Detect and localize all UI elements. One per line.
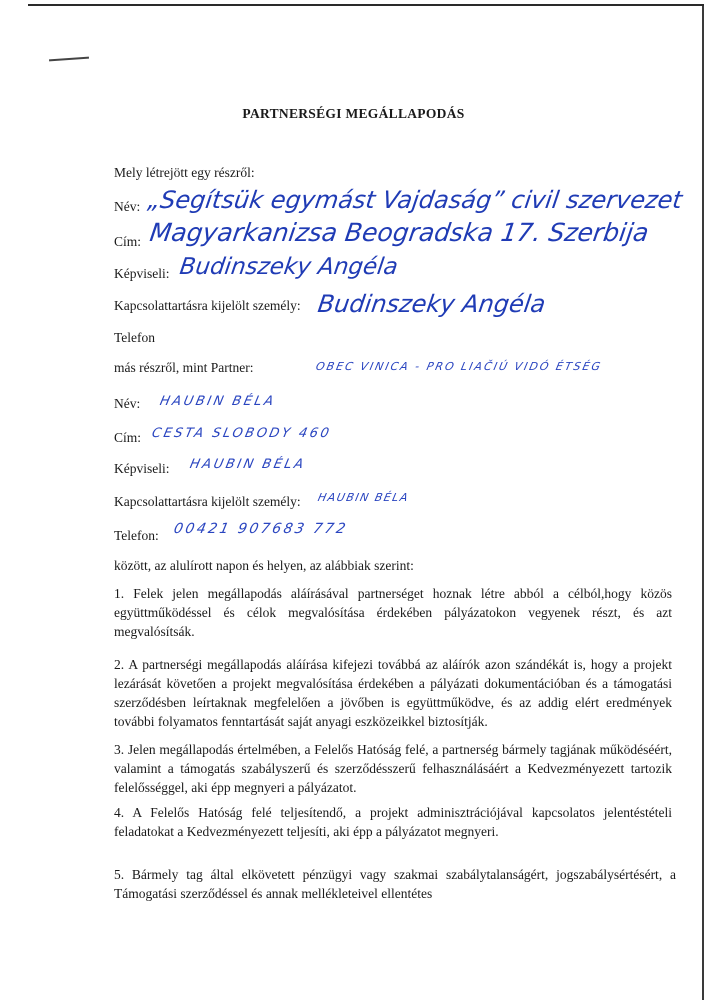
- second-party-address-value: CESTA SLOBODY 460: [150, 426, 333, 441]
- top-edge-line: [28, 4, 704, 6]
- first-party-name-value: „Segítsük egymást Vajdaság” civil szervezet: [146, 186, 684, 214]
- paragraph-3: 3. Jelen megállapodás értelmében, a Felelős Hatóság felé, a partnerség bármely tagjának működéséért, valamint a támogatás szabályszerű és szerződésszerű felhasználásáért a Kedvezményezett tartozik felelősséggel, aki épp megnyeri a pályázatot.: [114, 742, 672, 795]
- first-party-name-label: Név:: [114, 199, 141, 214]
- second-party-rep-label: Képviseli:: [114, 461, 170, 476]
- between-text: között, az alulírott napon és helyen, az alábbiak szerint:: [114, 558, 414, 573]
- second-party-address-label: Cím:: [114, 430, 142, 445]
- second-party-phone-label: Telefon:: [114, 528, 159, 543]
- first-party-rep-value: Budinszeky Angéla: [178, 254, 400, 280]
- second-party-contact-label: Kapcsolattartásra kijelölt személy:: [114, 494, 301, 509]
- intro-text: Mely létrejött egy részről:: [114, 165, 255, 180]
- paragraph-2: 2. A partnerségi megállapodás aláírása kifejezi továbbá az aláírók azon szándékát is, hogy a projekt lezárását követően a projekt megvalósítása érdekében a pályázati dokumentációban és a támogatási szerződésben leírtaknak megfelelően a jövőben is együttműködve, és az addig elért eredmények további folyamatos fenntartását saját anyagi eszközeikkel biztosítják.: [114, 657, 672, 729]
- first-party-rep-label: Képviseli:: [114, 266, 170, 281]
- pen-mark: [49, 57, 89, 62]
- first-party-contact-label: Kapcsolattartásra kijelölt személy:: [114, 298, 301, 313]
- paragraph-4: 4. A Felelős Hatóság felé teljesítendő, a projekt adminisztrációjával kapcsolatos jelentéstételi feladatokat a Kedvezményezett teljesíti, aki épp a pályázatot megnyeri.: [114, 805, 672, 839]
- right-edge-line: [702, 6, 704, 1000]
- first-party-address-label: Cím:: [114, 234, 142, 249]
- second-party-contact-value: HAUBIN BÉLA: [316, 491, 411, 504]
- paragraph-1: 1. Felek jelen megállapodás aláírásával partnerséget hoznak létre abból a célból,hogy közös együttműködéssel és célok megvalósítása érdekében pályázatokon vegyenek részt, és azt megvalósítsák.: [114, 586, 672, 639]
- second-party-intro-value: OBEC VINICA - PRO LIAČIÚ VIDÓ ÉTSÉG: [314, 360, 604, 373]
- second-party-name-value: HAUBIN BÉLA: [158, 394, 278, 409]
- first-party-phone-label: Telefon: [114, 330, 156, 345]
- first-party-address-value: Magyarkanizsa Beogradska 17. Szerbija: [148, 218, 651, 247]
- second-party-phone-value: 00421 907683 772: [172, 521, 350, 537]
- second-party-intro-label: más részről, mint Partner:: [114, 360, 254, 375]
- paragraph-5: 5. Bármely tag által elkövetett pénzügyi vagy szakmai szabálytalanságért, jogszabálysértésért, a Támogatási szerződéssel és annak mellékleteivel ellentétes: [114, 867, 676, 901]
- first-party-contact-value: Budinszeky Angéla: [316, 290, 548, 318]
- second-party-rep-value: HAUBIN BÉLA: [188, 457, 308, 472]
- document-title: PARTNERSÉGI MEGÁLLAPODÁS: [242, 106, 465, 121]
- second-party-name-label: Név:: [114, 396, 141, 411]
